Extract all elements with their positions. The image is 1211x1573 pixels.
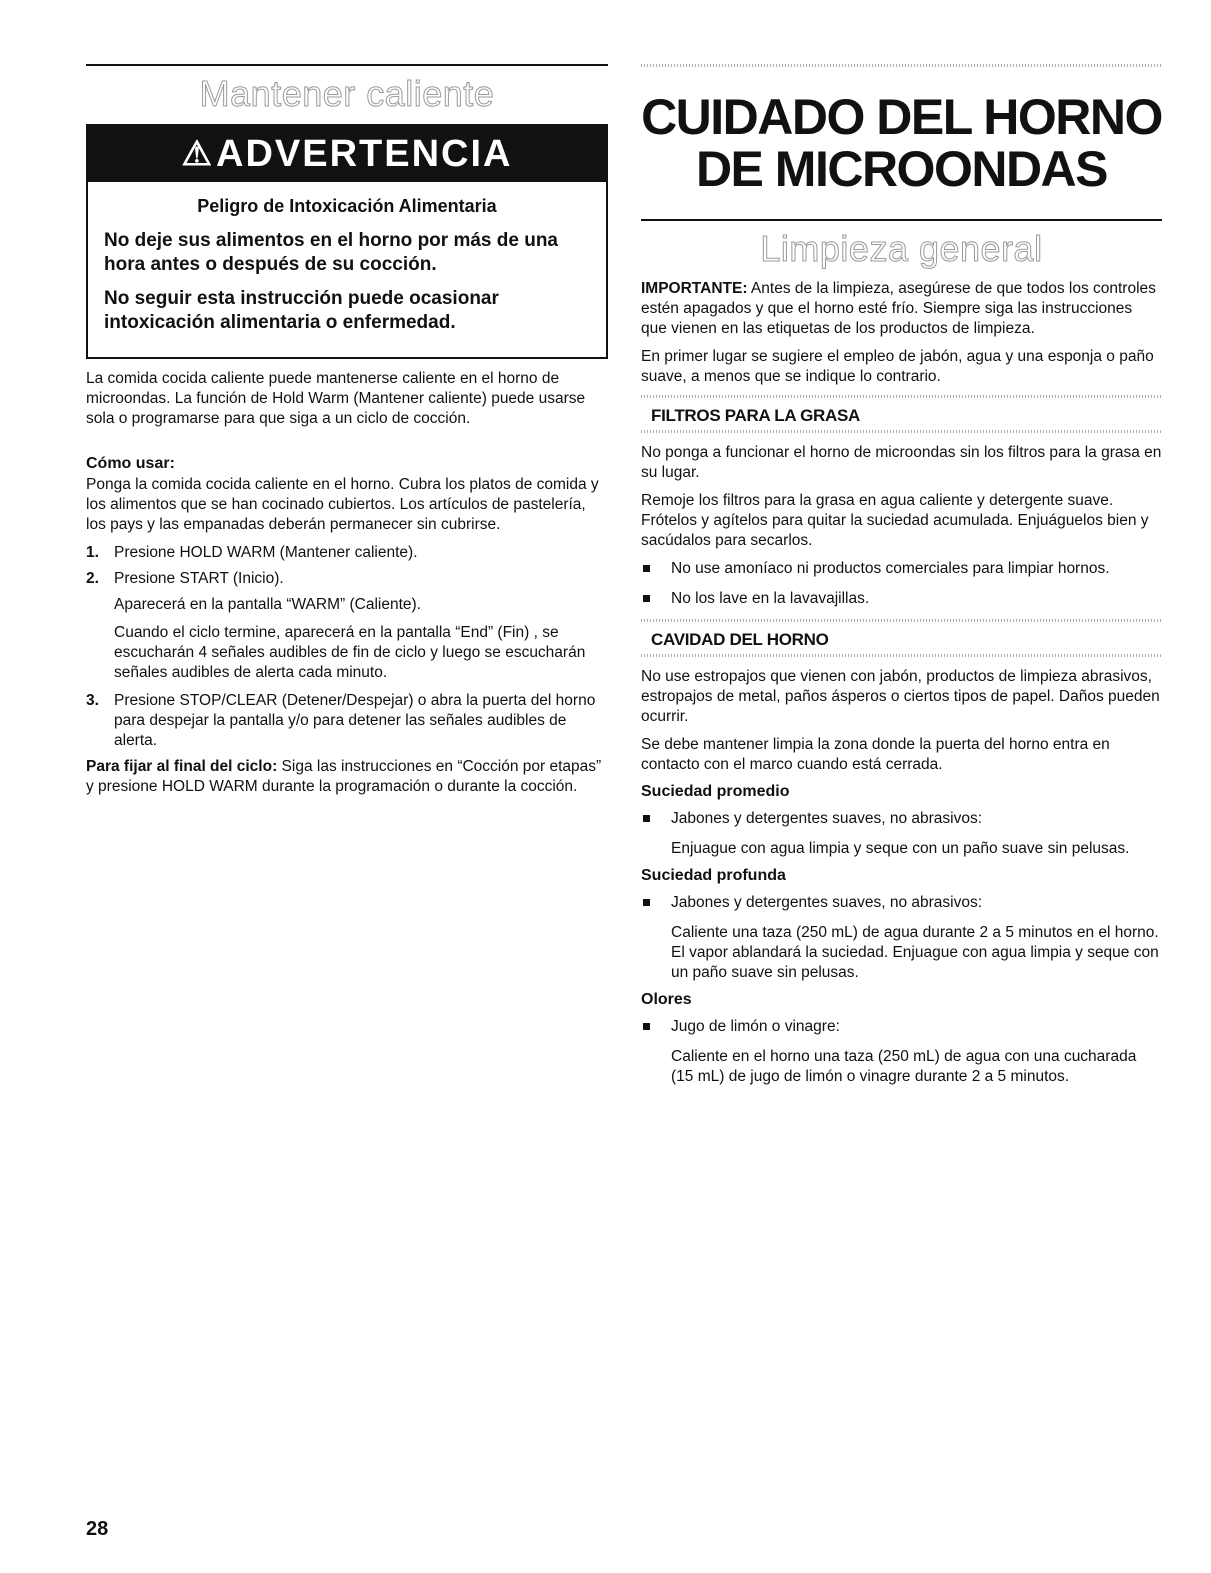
step-number: 1. <box>86 544 99 561</box>
dotted-rule <box>641 430 1162 433</box>
warning-triangle-icon: ⚠ <box>181 135 214 173</box>
cavity-heading-block <box>641 619 1162 657</box>
filters-paragraph-2: Remoje los filtros para la grasa en agua caliente y detergente suave. Frótelos y agítelos para quitar la suciedad acumulada. Enjuáguelos bien y sacúdalos para secarlos. <box>641 492 1149 549</box>
right-column <box>641 64 1162 1095</box>
bullet-square-icon <box>641 589 671 609</box>
bullet-square-icon <box>641 893 671 913</box>
section-title-mantener-caliente: Mantener caliente <box>199 73 495 114</box>
step-2-note-display: Aparecerá en la pantalla “WARM” (Caliente). <box>114 596 421 613</box>
top-rule <box>86 64 608 66</box>
step-3 <box>86 691 608 751</box>
page-title-line-2: DE MICROONDAS <box>695 141 1108 197</box>
warning-box <box>86 124 608 359</box>
left-column <box>86 64 608 797</box>
hold-warm-intro: La comida cocida caliente puede mantenerse caliente en el horno de microondas. La función de Hold Warm (Mantener caliente) puede usarse sola o programarse para que siga a un ciclo de cocción. <box>86 370 586 427</box>
end-of-cycle-text: Siga las instrucciones en “Cocción por etapas” y presione HOLD WARM durante la programación o durante la cocción. <box>86 758 602 795</box>
important-text: Antes de la limpieza, asegúrese de que todos los controles estén apagados y que el horno esté frío. Siempre siga las instrucciones que vienen en las etiquetas de los productos de limpieza. <box>641 280 1156 337</box>
cavity-heading: CAVIDAD DEL HORNO <box>651 630 829 649</box>
top-dotted-rule <box>641 64 1162 67</box>
deep-soil-text: Caliente una taza (250 mL) de agua durante 2 a 5 minutos en el horno. El vapor ablandará la suciedad. Enjuague con agua limpia y seque con un paño suave sin pelusas. <box>671 924 1159 981</box>
step-1 <box>86 543 608 563</box>
important-label: IMPORTANTE: <box>641 280 748 297</box>
bullet-text: Jugo de limón o vinagre: <box>671 1018 840 1035</box>
filters-heading: FILTROS PARA LA GRASA <box>651 406 861 425</box>
howto-text: Ponga la comida cocida caliente en el horno. Cubra los platos de comida y los alimentos que se han cocinado cubiertos. Los artículos de pastelería, los pays y las empanadas deberán permanecer sin cubrirse. <box>86 476 599 533</box>
bullet-square-icon <box>641 559 671 579</box>
warning-line-1: No deje sus alimentos en el horno por más de una hora antes o después de su cocción. <box>104 230 558 275</box>
page-number: 28 <box>86 1518 109 1540</box>
first-use-paragraph: En primer lugar se sugiere el empleo de jabón, agua y una esponja o paño suave, a menos que se indique lo contrario. <box>641 348 1154 385</box>
bullet-text: No los lave en la lavavajillas. <box>671 590 870 607</box>
step-number: 2. <box>86 570 99 587</box>
deep-soil-bullet <box>641 893 1162 913</box>
odors-heading: Olores <box>641 991 692 1008</box>
dotted-rule <box>641 654 1162 657</box>
deep-soil-heading: Suciedad profunda <box>641 867 786 884</box>
important-paragraph <box>641 279 1162 339</box>
dotted-rule <box>641 619 1162 622</box>
step-2-note-end: Cuando el ciclo termine, aparecerá en la pantalla “End” (Fin) , se escucharán 4 señales audibles de fin de ciclo y luego se escucharán señales audibles de alerta cada minuto. <box>114 624 586 681</box>
average-soil-bullet <box>641 809 1162 829</box>
warning-body <box>88 182 606 357</box>
step-number: 3. <box>86 692 99 709</box>
bullet-text: Jabones y detergentes suaves, no abrasivos: <box>671 810 983 827</box>
warning-subtitle: Peligro de Intoxicación Alimentaria <box>197 196 497 216</box>
filters-paragraph-1: No ponga a funcionar el horno de microondas sin los filtros para la grasa en su lugar. <box>641 444 1162 481</box>
dotted-rule <box>641 395 1162 398</box>
bullet-square-icon <box>641 1017 671 1037</box>
bullet-text: Jabones y detergentes suaves, no abrasivos: <box>671 894 983 911</box>
filters-bullet-2 <box>641 589 1162 609</box>
page-title-line-1: CUIDADO DEL HORNO <box>641 89 1162 145</box>
page-title <box>641 91 1162 195</box>
filters-bullet-1 <box>641 559 1162 579</box>
step-text: Presione HOLD WARM (Mantener caliente). <box>114 544 418 561</box>
step-text: Presione STOP/CLEAR (Detener/Despejar) o abra la puerta del horno para despejar la pantalla y/o para detener las señales audibles de alerta. <box>114 692 596 749</box>
howto-heading: Cómo usar: <box>86 455 175 472</box>
odors-bullet <box>641 1017 1162 1037</box>
end-of-cycle-paragraph <box>86 757 608 797</box>
end-of-cycle-label: Para fijar al final del ciclo: <box>86 758 278 775</box>
filters-heading-block <box>641 395 1162 433</box>
step-2 <box>86 569 608 589</box>
odors-text: Caliente en el horno una taza (250 mL) de agua con una cucharada (15 mL) de jugo de limón o vinagre durante 2 a 5 minutos. <box>671 1048 1137 1085</box>
warning-header-label: ADVERTENCIA <box>216 133 513 175</box>
bullet-text: No use amoníaco ni productos comerciales para limpiar hornos. <box>671 560 1110 577</box>
bullet-square-icon <box>641 809 671 829</box>
average-soil-text: Enjuague con agua limpia y seque con un paño suave sin pelusas. <box>671 840 1130 857</box>
step-text: Presione START (Inicio). <box>114 570 284 587</box>
average-soil-heading: Suciedad promedio <box>641 783 790 800</box>
cavity-paragraph-1: No use estropajos que vienen con jabón, productos de limpieza abrasivos, estropajos de metal, paños ásperos o ciertos tipos de papel. Daños pueden ocurrir. <box>641 668 1160 725</box>
title-rule <box>641 219 1162 221</box>
section-title-limpieza-general: Limpieza general <box>760 228 1043 269</box>
cavity-paragraph-2: Se debe mantener limpia la zona donde la puerta del horno entra en contacto con el marco cuando está cerrada. <box>641 736 1110 773</box>
warning-header <box>88 126 606 182</box>
warning-line-2: No seguir esta instrucción puede ocasionar intoxicación alimentaria o enfermedad. <box>104 288 499 333</box>
